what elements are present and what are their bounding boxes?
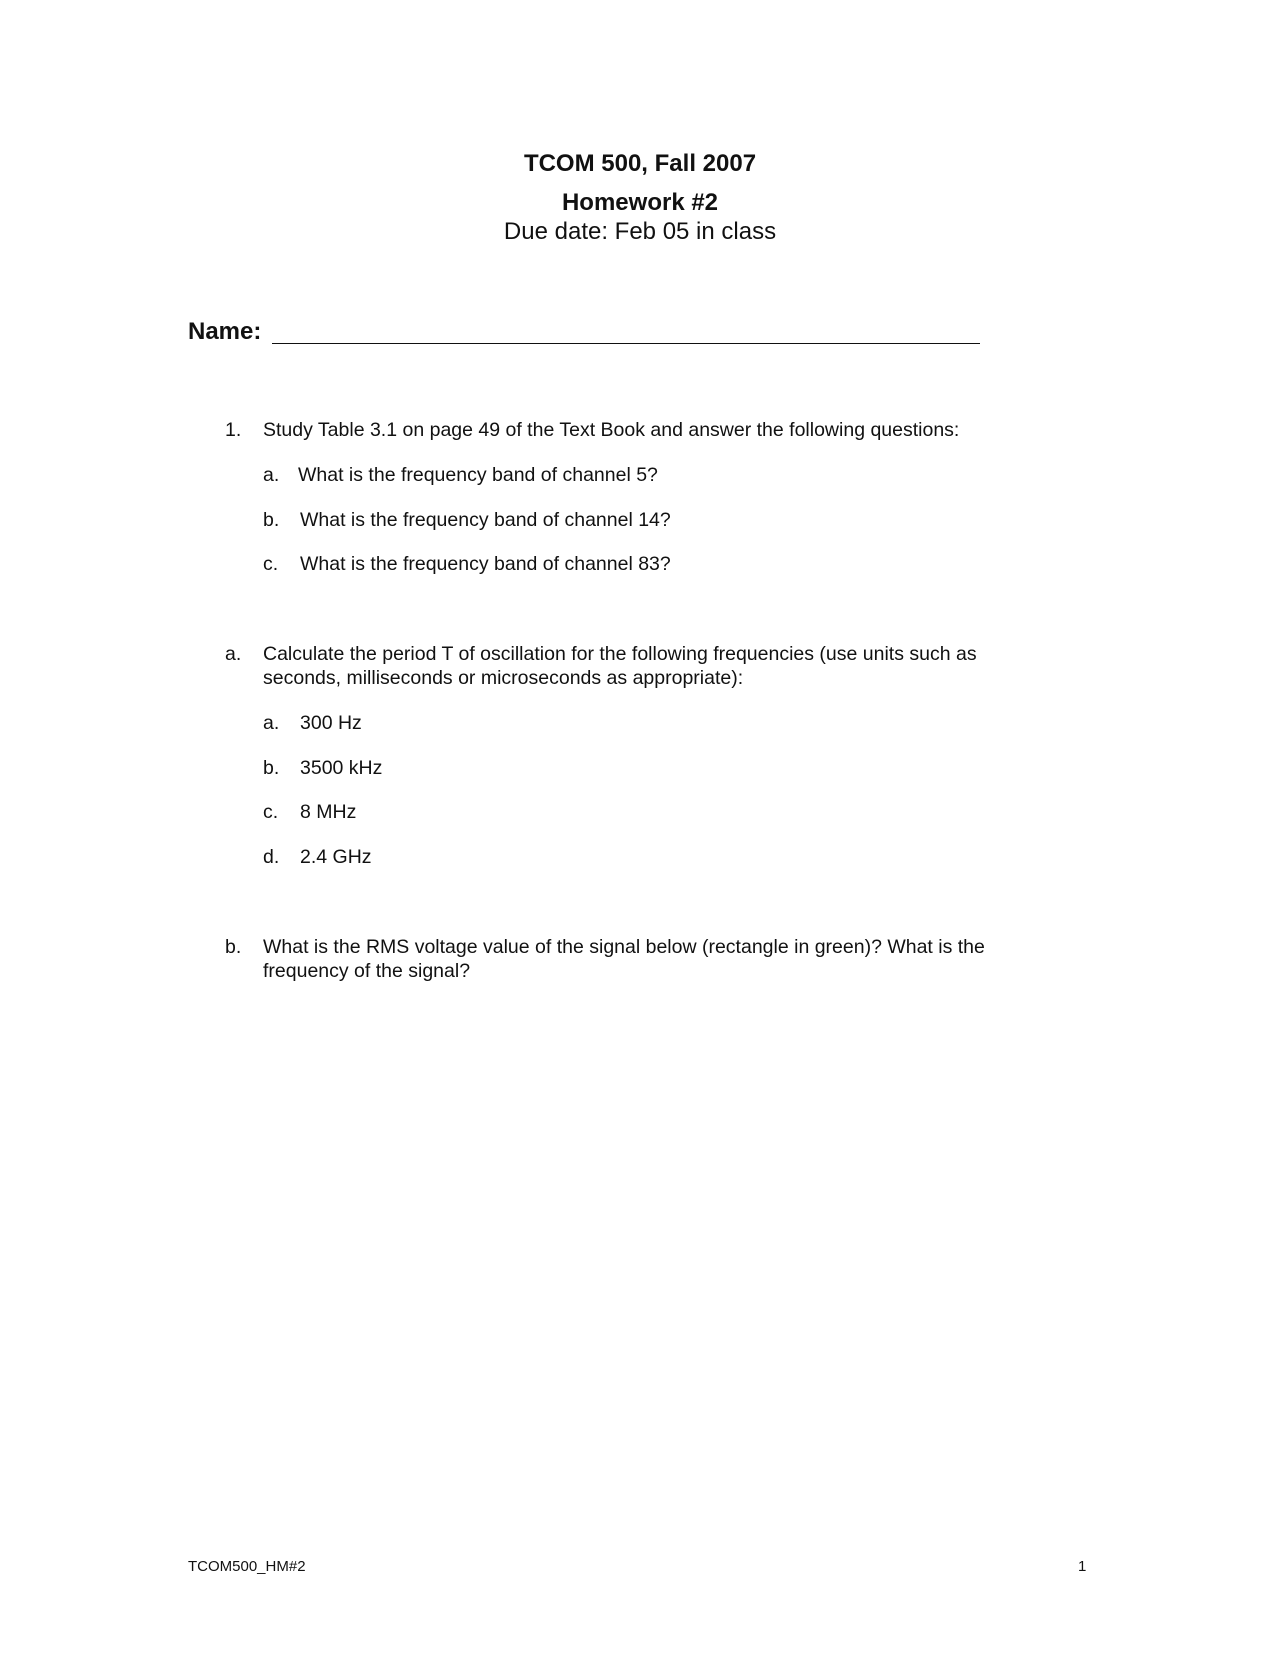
name-input-line[interactable] [272,321,980,344]
q1-text: Study Table 3.1 on page 49 of the Text Book and answer the following questions: [263,419,960,441]
q3-text: What is the RMS voltage value of the signal below (rectangle in green)? What is the frequency of the signal? [263,936,985,982]
q2-item-text: 3500 kHz [300,757,383,779]
q2-item-marker: b. [263,757,280,779]
q2-item-text: 2.4 GHz [300,846,372,868]
q2-item-marker: c. [263,801,279,823]
q1-item-marker: a. [263,464,280,486]
q2-item-marker: a. [263,712,280,734]
q1-item-text: What is the frequency band of channel 5? [298,464,658,486]
due-date: Due date: Feb 05 in class [503,218,777,245]
q2-text: Calculate the period T of oscillation for the following frequencies (use units such as seconds, milliseconds or microseconds as appropriate): [263,643,977,689]
q1-item-text: What is the frequency band of channel 14? [300,509,671,531]
q1-number: 1. [225,419,242,441]
footer-doc-id: TCOM500_HM#2 [188,1558,306,1575]
q3-number: b. [225,936,242,958]
q2-item-text: 300 Hz [300,712,362,734]
homework-title: Homework #2 [561,189,719,216]
q2-number: a. [225,643,242,665]
q2-item-text: 8 MHz [300,801,357,823]
q1-item-marker: b. [263,509,280,531]
q2-item-marker: d. [263,846,280,868]
course-title: TCOM 500, Fall 2007 [523,150,757,177]
q1-item-text: What is the frequency band of channel 83? [300,553,671,575]
name-label: Name: [188,318,262,345]
footer-page-number: 1 [1078,1558,1087,1575]
q1-item-marker: c. [263,553,279,575]
